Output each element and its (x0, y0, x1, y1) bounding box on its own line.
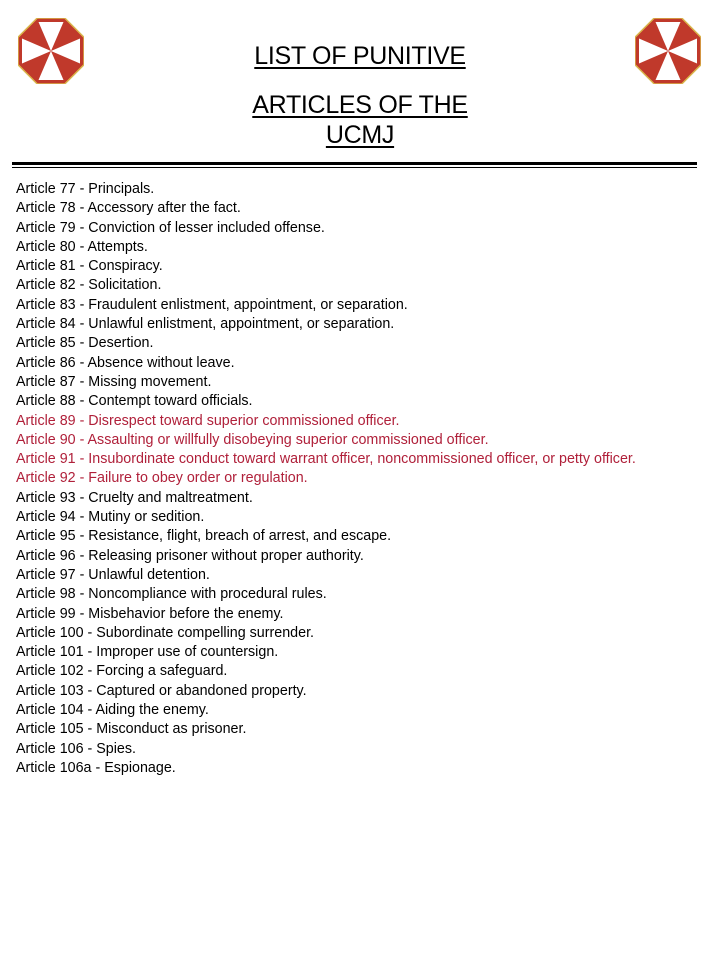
article-list (16, 180, 716, 778)
list-item: Article 79 - Conviction of lesser included offense. (16, 219, 325, 236)
list-item: Article 102 - Forcing a safeguard. (16, 663, 228, 680)
list-item: Article 84 - Unlawful enlistment, appointment, or separation. (16, 316, 395, 333)
list-item: Article 106a - Espionage. (16, 759, 176, 776)
list-item: Article 106 - Spies. (16, 740, 136, 757)
list-item: Article 89 - Disrespect toward superior commissioned officer. (16, 412, 400, 429)
list-item: Article 100 - Subordinate compelling surrender. (16, 624, 315, 641)
page-title-line-1: LIST OF PUNITIVE (254, 42, 466, 70)
list-item: Article 96 - Releasing prisoner without proper authority. (16, 547, 364, 564)
page-title-line-3: UCMJ (325, 121, 395, 149)
list-item: Article 90 - Assaulting or willfully disobeying superior commissioned officer. (16, 431, 489, 448)
list-item: Article 93 - Cruelty and maltreatment. (16, 489, 253, 506)
list-item: Article 97 - Unlawful detention. (16, 566, 210, 583)
list-item: Article 82 - Solicitation. (16, 277, 162, 294)
list-item: Article 104 - Aiding the enemy. (16, 702, 209, 719)
list-item: Article 91 - Insubordinate conduct toward warrant officer, noncommissioned officer, or petty officer. (16, 451, 636, 468)
list-item: Article 77 - Principals. (16, 181, 155, 197)
list-item: Article 103 - Captured or abandoned property. (16, 682, 307, 699)
list-item: Article 83 - Fraudulent enlistment, appointment, or separation. (16, 296, 408, 313)
list-item: Article 87 - Missing movement. (16, 373, 212, 390)
list-item: Article 78 - Accessory after the fact. (16, 200, 241, 217)
list-item: Article 80 - Attempts. (16, 238, 148, 255)
list-item: Article 81 - Conspiracy. (16, 258, 163, 275)
page-title-line-2: ARTICLES OF THE (252, 91, 468, 119)
list-item: Article 88 - Contempt toward officials. (16, 393, 253, 410)
list-item: Article 85 - Desertion. (16, 335, 154, 352)
header-divider-thick (12, 162, 697, 165)
list-item: Article 98 - Noncompliance with procedural rules. (16, 586, 327, 603)
header-divider-thin (12, 167, 697, 168)
list-item: Article 99 - Misbehavior before the enemy. (16, 605, 284, 622)
list-item: Article 95 - Resistance, flight, breach of arrest, and escape. (16, 528, 392, 545)
list-item: Article 94 - Mutiny or sedition. (16, 509, 205, 526)
list-item: Article 92 - Failure to obey order or regulation. (16, 470, 308, 487)
list-item: Article 86 - Absence without leave. (16, 354, 235, 371)
list-item: Article 105 - Misconduct as prisoner. (16, 721, 247, 738)
list-item: Article 101 - Improper use of countersign. (16, 644, 279, 661)
